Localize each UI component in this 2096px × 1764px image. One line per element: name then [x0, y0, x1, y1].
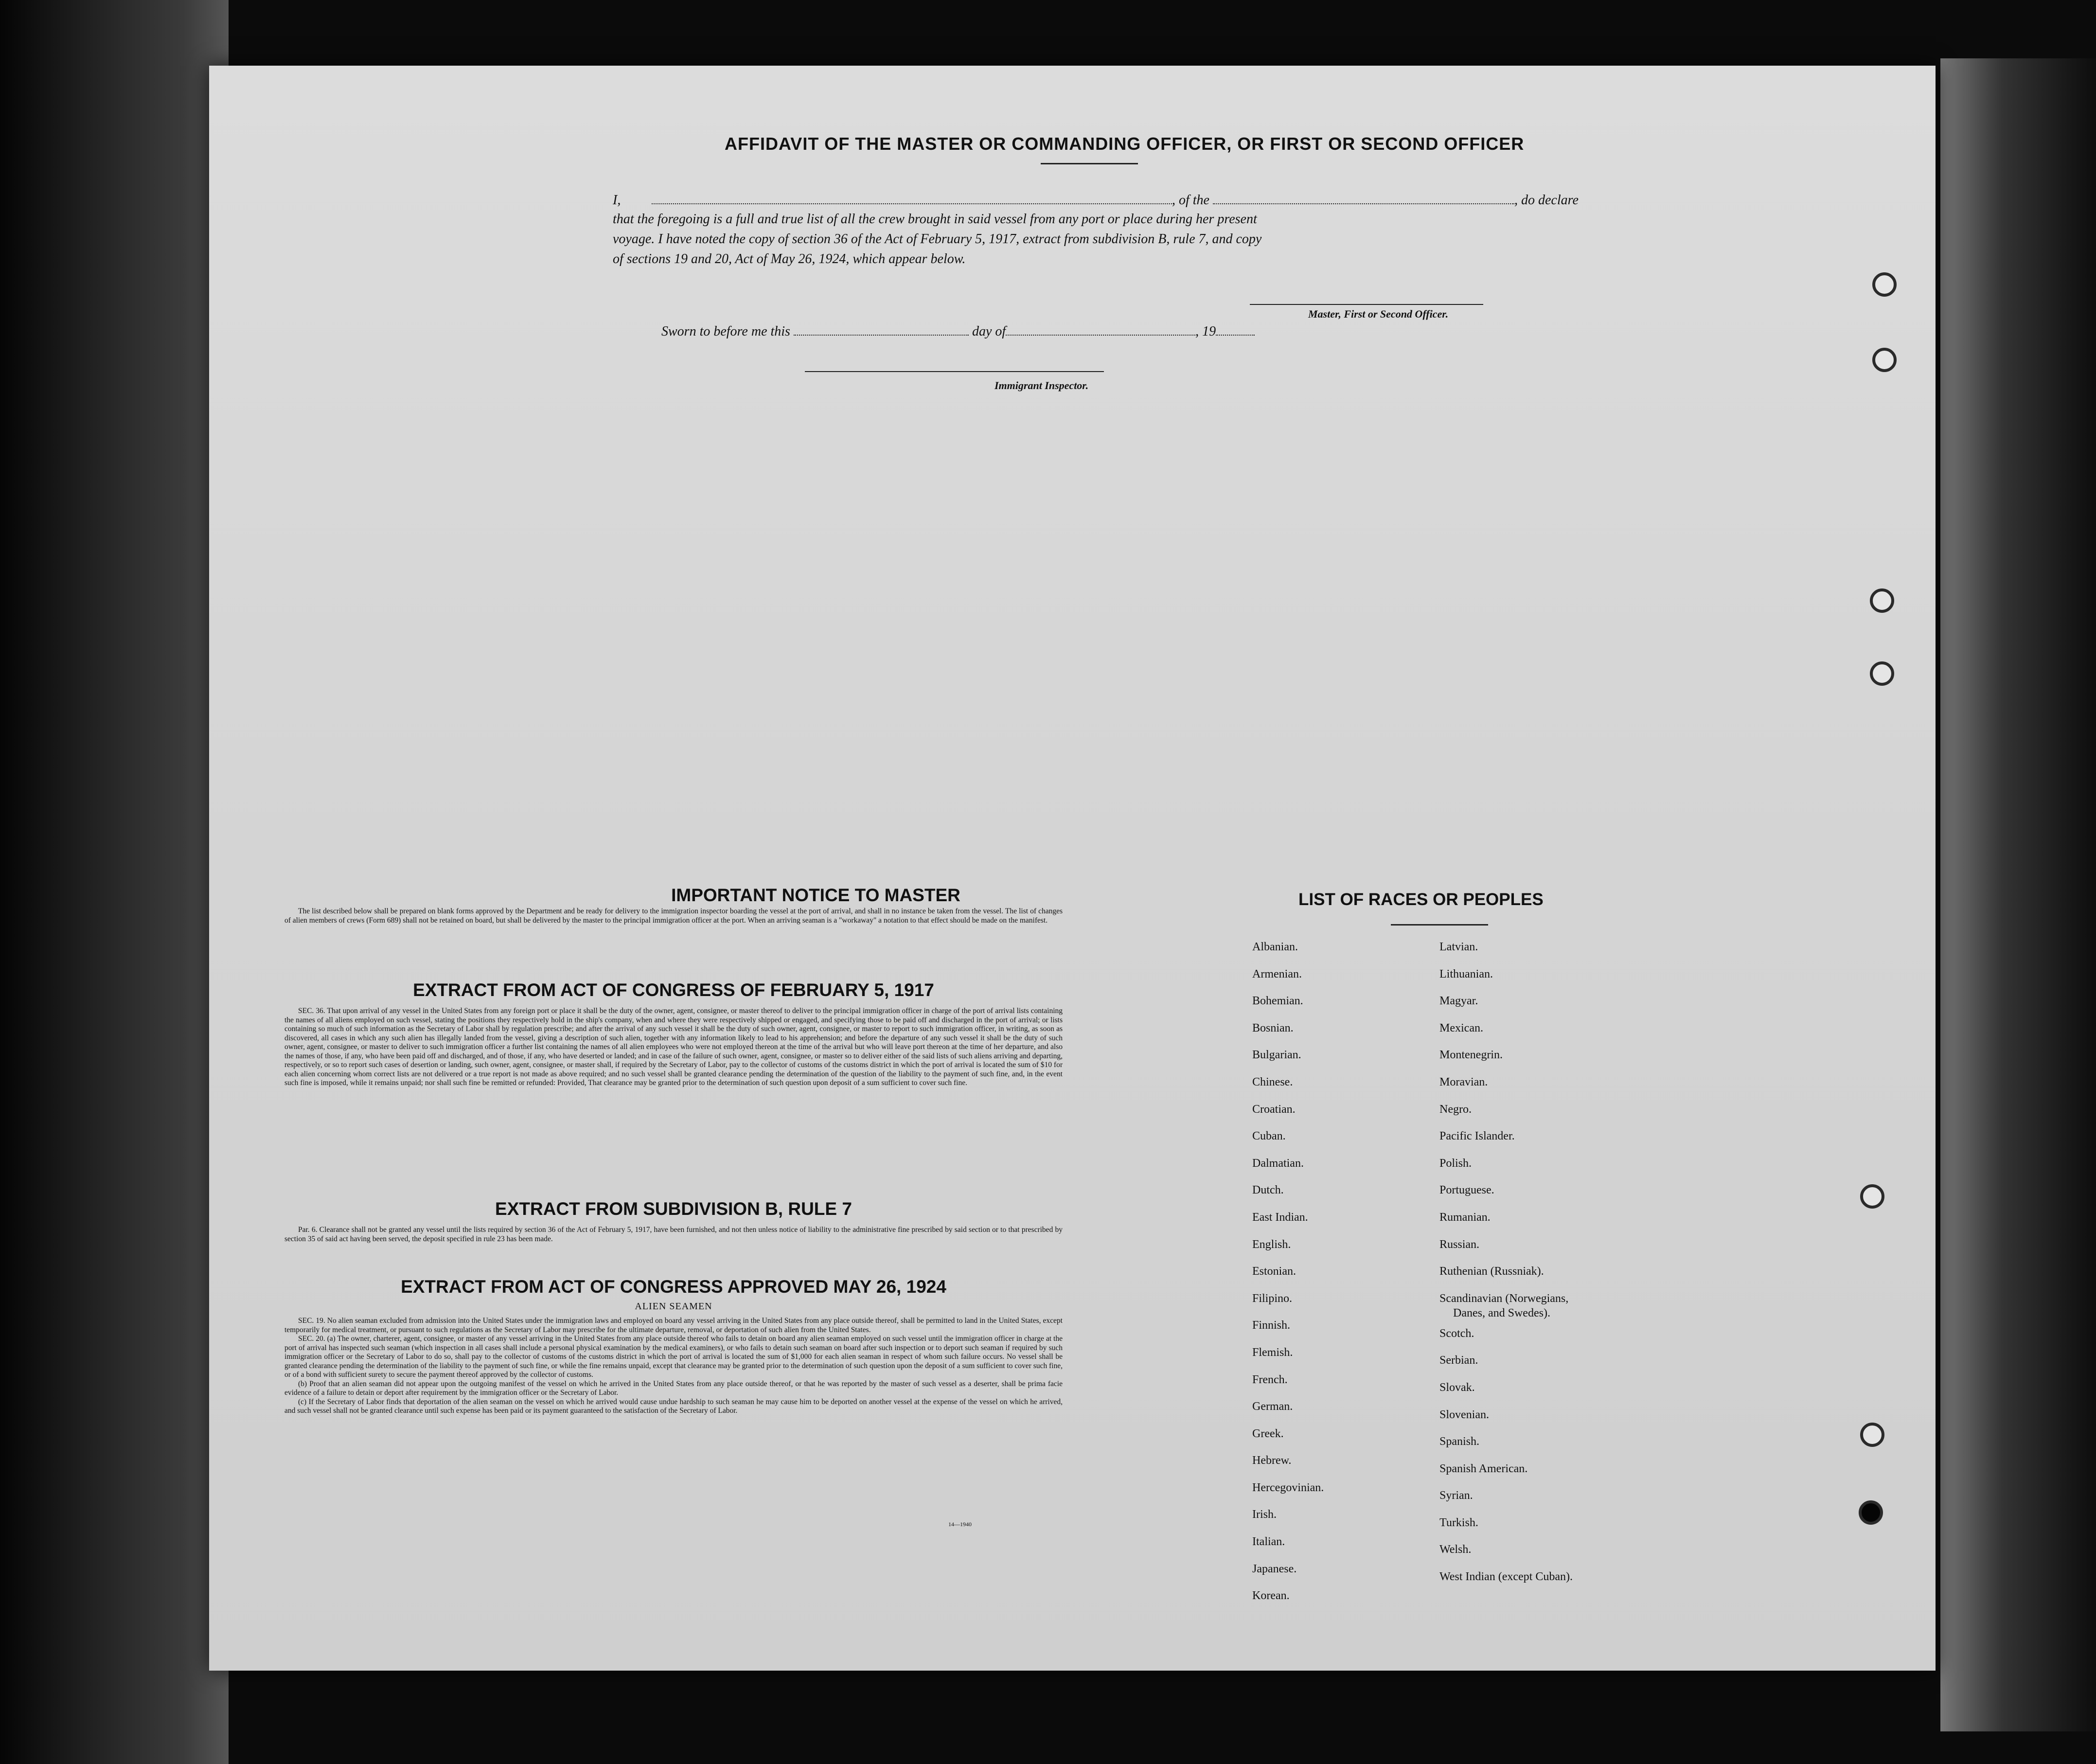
- race-item: Serbian.: [1439, 1354, 1478, 1367]
- races-left-column: [1252, 934, 1324, 1610]
- paragraph-6-text: Par. 6. Clearance shall not be granted any vessel until the lists required by section 36 of the Act of February 5, 1917, have been furnished, and not then unless notice of liability to the administrative fine prescribed by said section or to that prescribed by section 35 of said act having been served, the deposit specified in rule 23 has been made.: [284, 1226, 1063, 1243]
- i-label: I,: [613, 193, 621, 208]
- race-item: Mexican.: [1439, 1021, 1483, 1034]
- race-item: Bosnian.: [1252, 1021, 1294, 1034]
- race-item: Hebrew.: [1252, 1454, 1292, 1467]
- race-item: Croatian.: [1252, 1103, 1296, 1116]
- race-item: Slovenian.: [1439, 1408, 1489, 1421]
- race-item: Dalmatian.: [1252, 1157, 1304, 1170]
- races-title: LIST OF RACES OR PEOPLES: [1298, 890, 1544, 909]
- section-20a-text: SEC. 20. (a) The owner, charterer, agent, consignee, or master of any vessel arriving in the United States from any place outside thereof who fails to detain on board any alien seaman employed on such vessel until the immigration officer in charge at the port of arrival has inspected such seaman (which inspection in all cases shall include a personal physical examination by the medical examiners), or who fails to detain such seaman on board after such inspection or to deport such seaman if required by such immigration officer or the Secretary of Labor to do so, shall pay to the collector of customs of the customs district in which the port of arrival is located the sum of $1,000 for each alien seaman in respect of whom such failure occurs. No vessel shall be granted clearance pending the determination of the liability to the payment of such fine, or while the fine remains unpaid, except that clearance may be granted prior to the determination of such question upon the deposit of a sum sufficient to cover such fine, or of a bond with sufficient surety to secure the payment thereof approved by the collector of customs.: [284, 1335, 1063, 1379]
- race-item: Danes, and Swedes).: [1453, 1306, 1550, 1319]
- punch-hole-icon: [1872, 348, 1897, 372]
- punch-hole-icon: [1870, 661, 1894, 686]
- affidavit-title: AFFIDAVIT OF THE MASTER OR COMMANDING OFFICER, OR FIRST OR SECOND OFFICER: [725, 134, 1525, 154]
- notice-body: [284, 907, 1063, 925]
- race-item: Magyar.: [1439, 995, 1478, 1008]
- rule-7-title: EXTRACT FROM SUBDIVISION B, RULE 7: [495, 1199, 852, 1219]
- race-item: Slovak.: [1439, 1381, 1475, 1394]
- race-item: Bohemian.: [1252, 995, 1303, 1008]
- race-item: Dutch.: [1252, 1184, 1284, 1197]
- extract-1917-title: EXTRACT FROM ACT OF CONGRESS OF FEBRUARY 5, 1917: [413, 980, 934, 1000]
- inspector-signature-line[interactable]: [805, 371, 1104, 372]
- punch-hole-icon: [1860, 1423, 1884, 1447]
- form-number: 14—1940: [948, 1521, 972, 1528]
- race-item: Hercegovinian.: [1252, 1481, 1324, 1494]
- race-item: Montenegrin.: [1439, 1049, 1503, 1062]
- race-item: Rumanian.: [1439, 1211, 1491, 1224]
- race-item: Armenian.: [1252, 967, 1302, 980]
- section-36-text: SEC. 36. That upon arrival of any vessel in the United States from any foreign port or place it shall be the duty of the owner, agent, consignee, or master thereof to deliver to the principal immigration officer in charge of the port of arrival lists containing the names of all aliens employed on such vessel, stating the positions they respectively hold in the ship's company, when and where they were respectively shipped or engaged, and specifying those to be paid off and discharged in the port of arrival; or lists containing so much of such information as the Secretary of Labor shall by regulation prescribe; and after the arrival of any such vessel it shall be the duty of such owner, agent, consignee, or master to report to such immigration officer, in writing, as soon as discovered, all cases in which any such alien has illegally landed from the vessel, giving a description of such alien, together with any information likely to lead to his apprehension; and before the departure of any such vessel it shall be the duty of such owner, agent, consignee, or master to deliver to such immigration officer a further list containing the names of all alien employees who were not employed thereon at the time of the arrival but who will leave port thereon at the time of her departure, and also the names of those, if any, who have been paid off and discharged, and of those, if any, who have deserted or landed; and in case of the failure of such owner, agent, consignee, or master so to deliver either of the said lists of such aliens arriving and departing, respectively, or so to report such cases of desertion or landing, such owner, agent, consignee, or master shall, if required by the Secretary of Labor, pay to the collector of customs of the customs district in which the port of arrival is located the sum of $10 for each alien concerning whom correct lists are not delivered or a true report is not made as above required; and no such vessel shall be granted clearance pending the determination of the question of the liability to the payment of such fine, and, in the event such fine is imposed, while it remains unpaid; nor shall such fine be remitted or refunded: Provided, That clearance may be granted prior to the determination of such question upon deposit of a sum sufficient to cover such fine.: [284, 1007, 1063, 1087]
- race-item: Finnish.: [1252, 1319, 1291, 1332]
- do-declare-label: , do declare: [1514, 193, 1579, 208]
- year-label: , 19: [1195, 324, 1216, 339]
- race-item: East Indian.: [1252, 1211, 1308, 1224]
- punch-hole-icon: [1872, 272, 1897, 297]
- race-item: Estonian.: [1252, 1265, 1296, 1278]
- race-item: Chinese.: [1252, 1075, 1293, 1088]
- race-item: Moravian.: [1439, 1075, 1488, 1088]
- master-signature-label: Master, First or Second Officer.: [1308, 308, 1449, 320]
- sworn-month-field[interactable]: [1006, 321, 1195, 336]
- race-item: Albanian.: [1252, 941, 1298, 953]
- inspector-signature-label: Immigrant Inspector.: [995, 379, 1089, 392]
- day-of-label: day of: [972, 324, 1006, 339]
- race-item: West Indian (except Cuban).: [1439, 1570, 1573, 1584]
- race-item: Polish.: [1439, 1157, 1472, 1170]
- race-item: Pacific Islander.: [1439, 1130, 1515, 1143]
- races-right-column: [1439, 934, 1573, 1591]
- affidavit-line-1: [613, 190, 1579, 210]
- film-edge-right: [1940, 58, 2096, 1731]
- extract-1924-body: [284, 1317, 1063, 1416]
- race-item: Scotch.: [1439, 1327, 1474, 1340]
- notice-title: IMPORTANT NOTICE TO MASTER: [671, 885, 960, 905]
- race-item: French.: [1252, 1373, 1288, 1386]
- race-item: Ruthenian (Russniak).: [1439, 1265, 1544, 1278]
- section-20c-text: (c) If the Secretary of Labor finds that deportation of the alien seaman on the vessel on which he arrived would cause undue hardship to such seaman he may cause him to be deported on another vessel at the expense of the vessel on which he arrived, and such vessel shall not be granted clearance until such expense has been paid or its payment guaranteed to the satisfaction of the Secretary of Labor.: [284, 1397, 1063, 1415]
- sworn-day-field[interactable]: [794, 321, 969, 336]
- notice-paragraph: The list described below shall be prepared on blank forms approved by the Department and be ready for delivery to the immigration inspector boarding the vessel at the port of arrival, and shall in no instance be taken from the vessel. The list of changes of alien members of crews (Form 689) shall not be retained on board, but shall be delivered by the master to the principal immigration officer at the port. When an arriving seaman is a "workaway" a notation to that effect should be made on the manifest.: [284, 907, 1063, 925]
- race-item: Latvian.: [1439, 941, 1478, 953]
- affidavit-line-3: voyage. I have noted the copy of section 36 of the Act of February 5, 1917, extract from subdivision B, rule 7, and copy: [613, 232, 1262, 247]
- race-item: Cuban.: [1252, 1130, 1286, 1143]
- affidavit-line-2: that the foregoing is a full and true list of all the crew brought in said vessel from any port or place during her present: [613, 212, 1257, 227]
- race-item: Scandinavian (Norwegians,: [1439, 1292, 1569, 1305]
- race-item: Portuguese.: [1439, 1184, 1494, 1197]
- race-item: Negro.: [1439, 1103, 1472, 1116]
- race-item: Flemish.: [1252, 1346, 1293, 1359]
- film-edge-left: [0, 0, 229, 1764]
- race-item: Filipino.: [1252, 1292, 1293, 1305]
- section-19-text: SEC. 19. No alien seaman excluded from admission into the United States under the immigration laws and employed on board any vessel arriving in the United States from any place outside thereof, shall be permitted to land in the United States, except temporarily for medical treatment, or pursuant to such regulations as the Secretary of Labor may prescribe for the ultimate departure, removal, or deportation of such alien from the United States.: [284, 1317, 1063, 1334]
- race-item: Spanish.: [1439, 1435, 1480, 1448]
- title-rule: [1041, 163, 1138, 164]
- punch-hole-icon: [1859, 1500, 1883, 1525]
- race-item: Greek.: [1252, 1427, 1284, 1440]
- sworn-year-field[interactable]: [1216, 321, 1255, 336]
- punch-hole-icon: [1860, 1184, 1884, 1209]
- race-item: Spanish American.: [1439, 1462, 1528, 1475]
- race-item: German.: [1252, 1400, 1293, 1413]
- master-name-field[interactable]: [652, 190, 1172, 204]
- document-page: [209, 66, 1936, 1671]
- master-signature-line[interactable]: [1250, 304, 1483, 305]
- extract-1917-body: [284, 1007, 1063, 1088]
- race-item: Turkish.: [1439, 1516, 1478, 1529]
- race-item: Welsh.: [1439, 1543, 1472, 1556]
- alien-seamen-subtitle: ALIEN SEAMEN: [635, 1301, 712, 1312]
- race-item: Lithuanian.: [1439, 967, 1493, 980]
- sworn-line: [661, 321, 1255, 341]
- race-item: Italian.: [1252, 1535, 1285, 1549]
- affidavit-line-4: of sections 19 and 20, Act of May 26, 1924, which appear below.: [613, 251, 966, 267]
- section-20b-text: (b) Proof that an alien seaman did not appear upon the outgoing manifest of the vessel on which he arrived in the United States from any place outside thereof, or that he was reported by the master of such vessel as a deserter, shall be prima facie evidence of a failure to detain or deport after requirement by the immigration officer or the Secretary of Labor.: [284, 1379, 1063, 1397]
- race-item: English.: [1252, 1238, 1291, 1251]
- races-title-rule: [1391, 924, 1488, 926]
- rule-7-body: [284, 1226, 1063, 1244]
- race-item: Japanese.: [1252, 1562, 1297, 1575]
- race-item: Russian.: [1439, 1238, 1480, 1251]
- race-item: Syrian.: [1439, 1489, 1473, 1502]
- race-item: Korean.: [1252, 1589, 1290, 1603]
- punch-hole-icon: [1870, 588, 1894, 613]
- of-the-label: , of the: [1172, 193, 1209, 208]
- sworn-label: Sworn to before me this: [661, 324, 790, 339]
- vessel-name-field[interactable]: [1213, 190, 1514, 204]
- race-item: Irish.: [1252, 1508, 1277, 1521]
- extract-1924-title: EXTRACT FROM ACT OF CONGRESS APPROVED MAY 26, 1924: [401, 1277, 946, 1297]
- race-item: Bulgarian.: [1252, 1049, 1301, 1062]
